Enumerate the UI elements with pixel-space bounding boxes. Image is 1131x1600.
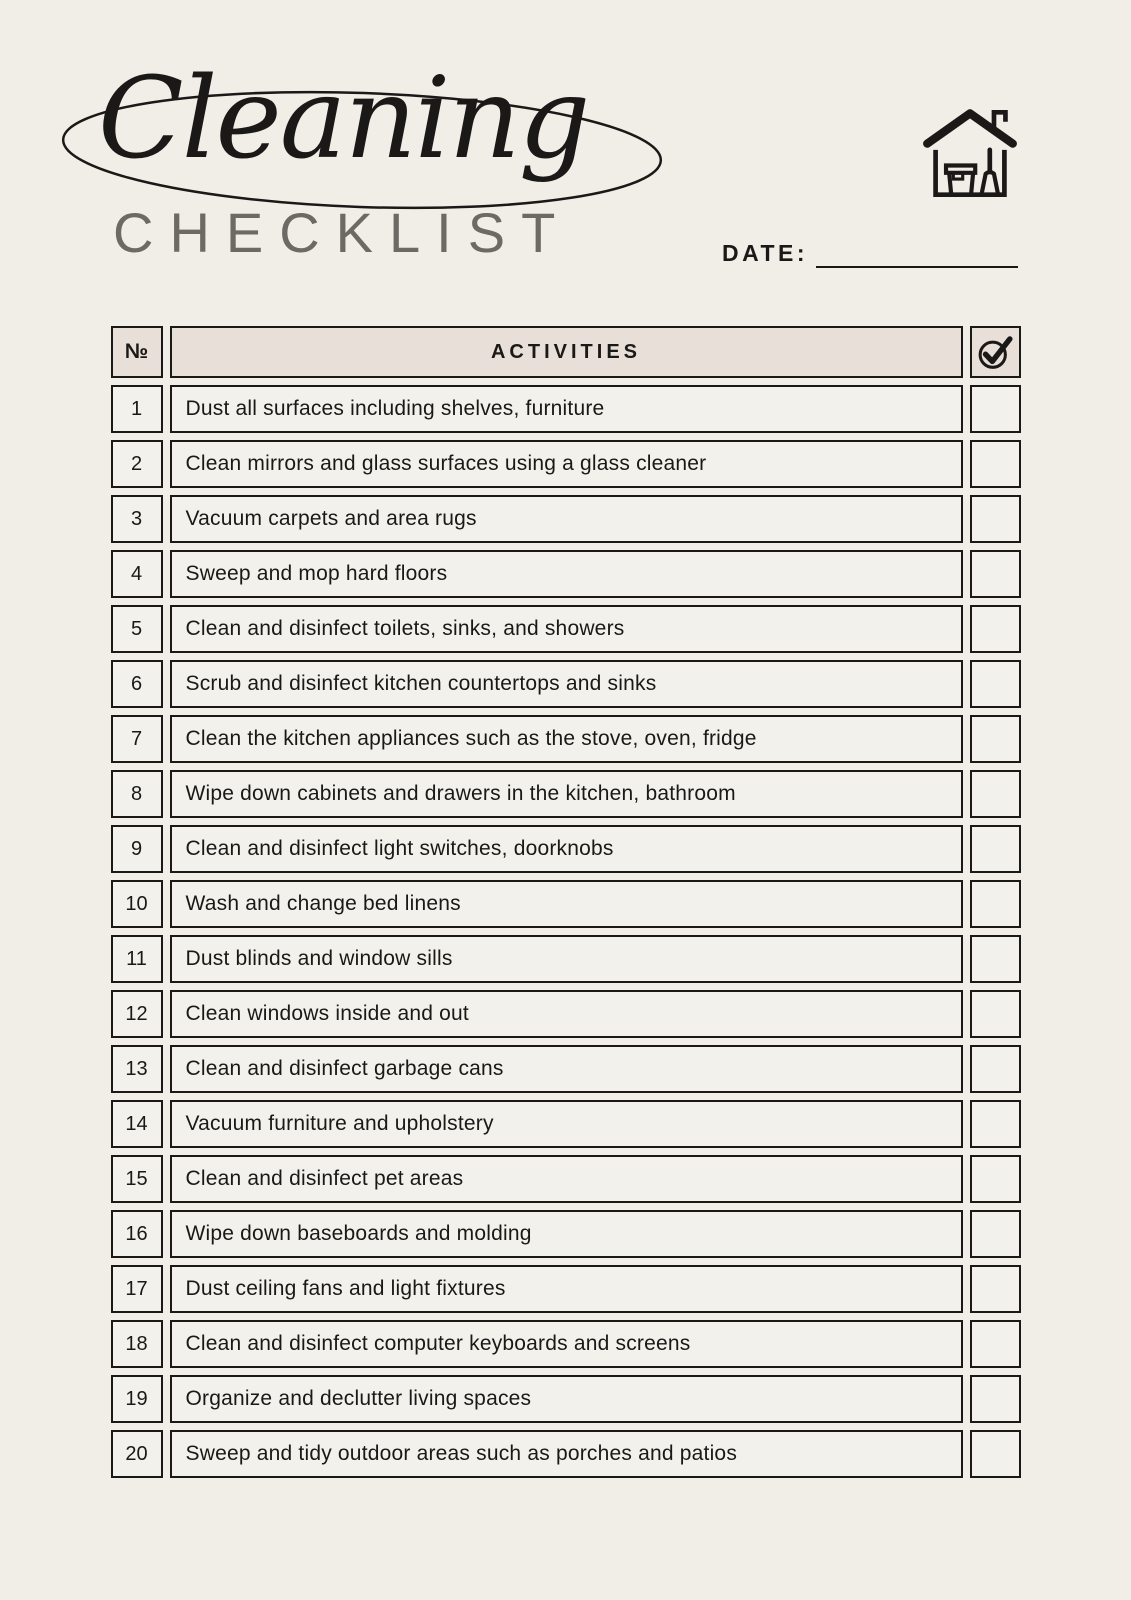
row-number-cell [111, 605, 163, 653]
house-cleaning-icon [921, 106, 1019, 200]
activity-text: Sweep and tidy outdoor areas such as porches and patios [185, 1442, 738, 1465]
date-input-line[interactable] [816, 242, 1018, 268]
row-checkbox[interactable] [970, 1375, 1021, 1423]
activity-cell [170, 605, 963, 653]
activity-cell [170, 770, 963, 818]
activity-cell [170, 1100, 963, 1148]
activity-text: Dust all surfaces including shelves, furniture [185, 397, 605, 420]
row-checkbox[interactable] [970, 550, 1021, 598]
row-number: 12 [125, 1002, 148, 1025]
row-checkbox[interactable] [970, 1045, 1021, 1093]
row-number: 14 [125, 1112, 148, 1135]
row-number: 13 [125, 1057, 148, 1080]
row-number: 11 [126, 947, 147, 970]
row-number-cell [111, 1265, 163, 1313]
activity-text: Clean and disinfect light switches, doorknobs [185, 837, 614, 860]
activity-text: Wipe down cabinets and drawers in the kitchen, bathroom [185, 782, 736, 805]
row-checkbox[interactable] [970, 990, 1021, 1038]
row-number: 2 [130, 452, 143, 475]
activity-cell [170, 935, 963, 983]
activity-cell [170, 1320, 963, 1368]
row-number-cell [111, 1320, 163, 1368]
activity-cell [170, 550, 963, 598]
row-checkbox[interactable] [970, 1320, 1021, 1368]
row-number-cell [111, 990, 163, 1038]
row-number-cell [111, 550, 163, 598]
activity-text: Sweep and mop hard floors [185, 562, 448, 585]
row-number: 18 [125, 1332, 148, 1355]
activity-text: Dust ceiling fans and light fixtures [185, 1277, 506, 1300]
row-checkbox[interactable] [970, 715, 1021, 763]
row-number-cell [111, 715, 163, 763]
row-number: 4 [130, 562, 143, 585]
activity-cell [170, 1045, 963, 1093]
row-checkbox[interactable] [970, 495, 1021, 543]
row-checkbox[interactable] [970, 880, 1021, 928]
row-number-cell [111, 1430, 163, 1478]
row-checkbox[interactable] [970, 935, 1021, 983]
row-number: 5 [130, 617, 143, 640]
check-circle-icon [977, 334, 1013, 370]
activity-cell [170, 880, 963, 928]
row-number-cell [111, 825, 163, 873]
row-checkbox[interactable] [970, 440, 1021, 488]
row-number-cell [111, 770, 163, 818]
activity-cell [170, 1265, 963, 1313]
activities-header-label: ACTIVITIES [490, 340, 641, 363]
row-number: 6 [130, 672, 143, 695]
activity-cell [170, 660, 963, 708]
row-number: 16 [125, 1222, 148, 1245]
activity-cell [170, 495, 963, 543]
activity-text: Clean and disinfect pet areas [185, 1167, 464, 1190]
row-number-cell [111, 1100, 163, 1148]
date-label: DATE: [722, 240, 809, 266]
page-title-caps: CHECKLIST [113, 201, 572, 264]
row-number: 17 [125, 1277, 148, 1300]
activity-text: Vacuum carpets and area rugs [185, 507, 477, 530]
row-number-cell [111, 385, 163, 433]
row-number: 10 [125, 892, 148, 915]
row-number: 9 [130, 837, 143, 860]
activity-cell [170, 1430, 963, 1478]
row-checkbox[interactable] [970, 1265, 1021, 1313]
page-header [0, 0, 1131, 326]
row-number-cell [111, 880, 163, 928]
activity-text: Vacuum furniture and upholstery [185, 1112, 494, 1135]
page-title-script: Cleaning [98, 54, 589, 184]
activity-text: Clean and disinfect toilets, sinks, and showers [185, 617, 625, 640]
row-checkbox[interactable] [970, 770, 1021, 818]
row-number: 7 [130, 727, 143, 750]
activity-cell [170, 715, 963, 763]
column-header-done [970, 326, 1021, 378]
column-header-number [111, 326, 163, 378]
activity-text: Clean windows inside and out [185, 1002, 469, 1025]
row-number-cell [111, 1045, 163, 1093]
row-checkbox[interactable] [970, 660, 1021, 708]
row-checkbox[interactable] [970, 825, 1021, 873]
row-number-cell [111, 495, 163, 543]
activity-text: Clean mirrors and glass surfaces using a glass cleaner [185, 452, 707, 475]
activity-cell [170, 990, 963, 1038]
row-number: 1 [130, 397, 143, 420]
row-number-cell [111, 440, 163, 488]
row-number: 20 [125, 1442, 148, 1465]
date-row [722, 240, 1018, 268]
row-number-cell [111, 1155, 163, 1203]
row-number: 15 [125, 1167, 148, 1190]
row-number: 8 [130, 782, 143, 805]
row-checkbox[interactable] [970, 1210, 1021, 1258]
activity-cell [170, 440, 963, 488]
activity-text: Wash and change bed linens [185, 892, 461, 915]
row-checkbox[interactable] [970, 1155, 1021, 1203]
row-number-cell [111, 1210, 163, 1258]
activity-text: Scrub and disinfect kitchen countertops and sinks [185, 672, 657, 695]
row-number-cell [111, 660, 163, 708]
row-checkbox[interactable] [970, 385, 1021, 433]
row-number-cell [111, 935, 163, 983]
activity-cell [170, 1155, 963, 1203]
activity-text: Clean the kitchen appliances such as the stove, oven, fridge [185, 727, 757, 750]
activity-cell [170, 1210, 963, 1258]
activity-cell [170, 825, 963, 873]
row-checkbox[interactable] [970, 1430, 1021, 1478]
activity-text: Clean and disinfect computer keyboards and screens [185, 1332, 691, 1355]
checklist-table [111, 326, 1021, 1478]
row-checkbox[interactable] [970, 1100, 1021, 1148]
row-number-cell [111, 1375, 163, 1423]
row-checkbox[interactable] [970, 605, 1021, 653]
activity-cell [170, 385, 963, 433]
activity-text: Dust blinds and window sills [185, 947, 453, 970]
column-header-activities [170, 326, 963, 378]
activity-cell [170, 1375, 963, 1423]
activity-text: Wipe down baseboards and molding [185, 1222, 532, 1245]
activity-text: Organize and declutter living spaces [185, 1387, 532, 1410]
activity-text: Clean and disinfect garbage cans [185, 1057, 504, 1080]
row-number: 3 [130, 507, 143, 530]
row-number: 19 [125, 1387, 148, 1410]
number-header-label: № [124, 340, 149, 363]
